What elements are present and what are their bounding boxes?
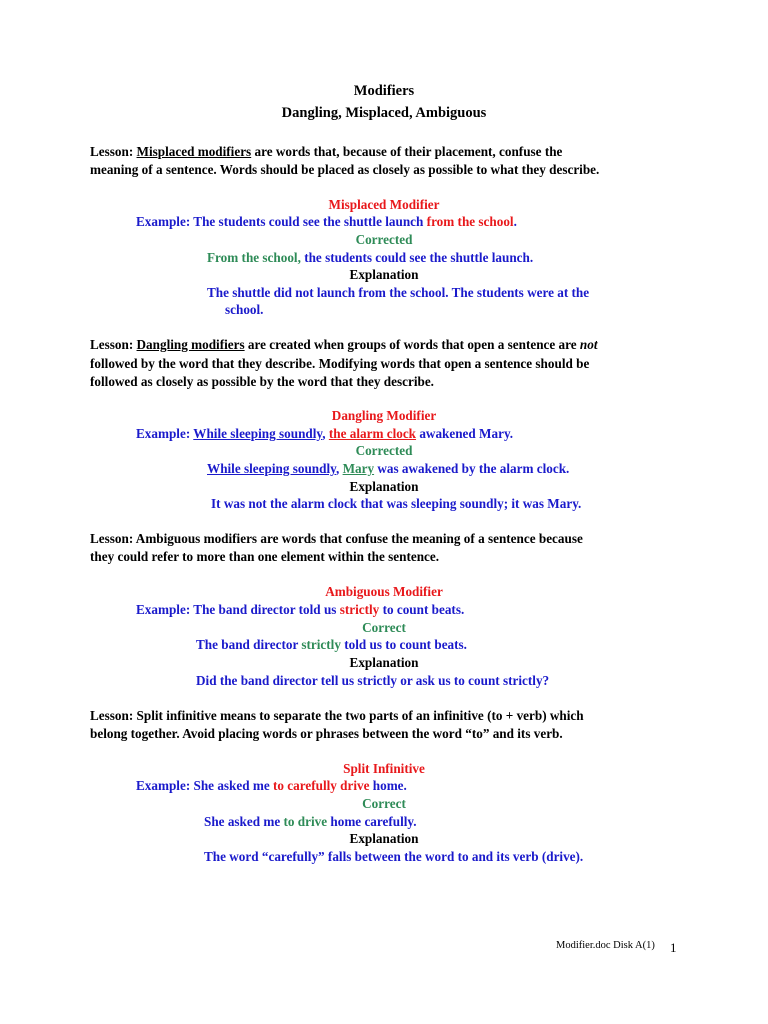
example-subject: the alarm clock — [328, 426, 417, 441]
example-pre: Example: She asked me — [136, 778, 274, 793]
correct-pre: The band director — [196, 637, 302, 652]
misplaced-term: Misplaced modifiers — [136, 144, 252, 159]
misplaced-corrected-sentence — [207, 250, 533, 266]
lesson-text: are created when groups of words that open a sentence are — [244, 337, 580, 352]
corrected-highlight: From the school, — [207, 250, 305, 265]
corrected-rest: was awakened by the alarm clock. — [374, 461, 570, 476]
example-label: Example: — [136, 426, 194, 441]
dangling-explanation-label: Explanation — [349, 479, 419, 494]
correct-post: told us to count beats. — [340, 637, 467, 652]
footer-file-label: Modifier.doc Disk A(1) — [556, 940, 655, 951]
misplaced-lesson-line1 — [90, 144, 562, 160]
example-highlight: from the school — [426, 214, 514, 229]
example-phrase: While sleeping soundly — [193, 426, 323, 441]
page-subtitle: Dangling, Misplaced, Ambiguous — [281, 105, 487, 121]
misplaced-explanation-line1: The shuttle did not launch from the school. The students were at the — [207, 285, 590, 300]
ambiguous-correct-label: Correct — [362, 620, 406, 635]
ambiguous-explanation-label: Explanation — [349, 655, 419, 670]
lesson-label: Lesson: — [90, 337, 137, 352]
ambiguous-correct-sentence — [196, 637, 467, 653]
lesson-italic: not — [579, 337, 598, 352]
dangling-heading: Dangling Modifier — [331, 408, 437, 423]
corrected-comma: , — [335, 461, 343, 476]
misplaced-corrected-label: Corrected — [355, 232, 413, 247]
misplaced-heading: Misplaced Modifier — [328, 197, 440, 212]
example-rest: awakened Mary. — [416, 426, 514, 441]
dangling-lesson-line2: followed by the word that they describe. Modifying words that open a sentence should be — [90, 356, 590, 371]
example-post: home. — [369, 778, 407, 793]
correct-post: home carefully. — [327, 814, 417, 829]
misplaced-explanation-label: Explanation — [349, 267, 419, 282]
ambiguous-explanation-text: Did the band director tell us strictly or ask us to count strictly? — [196, 673, 550, 688]
split-explanation-text: The word “carefully” falls between the word to and its verb (drive). — [204, 849, 584, 864]
lesson-text: are words that, because of their placement, confuse the — [251, 144, 563, 159]
ambiguous-lesson-line2: they could refer to more than one element within the sentence. — [90, 549, 440, 564]
split-lesson-line2: belong together. Avoid placing words or phrases between the word “to” and its verb. — [90, 726, 563, 741]
ambiguous-lesson-line1: Lesson: Ambiguous modifiers are words that confuse the meaning of a sentence because — [90, 531, 583, 546]
example-label: Example: — [136, 214, 194, 229]
page-title: Modifiers — [353, 83, 415, 99]
correct-highlight: to drive — [283, 814, 328, 829]
split-correct-label: Correct — [362, 796, 406, 811]
split-correct-sentence — [204, 814, 417, 830]
example-post: to count beats. — [379, 602, 465, 617]
dangling-lesson-line1 — [90, 337, 597, 353]
example-highlight: strictly — [339, 602, 380, 617]
page-number: 1 — [670, 940, 677, 955]
lesson-label: Lesson: — [90, 144, 137, 159]
split-heading: Split Infinitive — [343, 761, 425, 776]
corrected-text: the students could see the shuttle launch. — [304, 250, 534, 265]
example-comma: , — [322, 426, 329, 441]
misplaced-explanation-line2: school. — [225, 302, 264, 317]
example-text: The students could see the shuttle launch — [193, 214, 427, 229]
dangling-term: Dangling modifiers — [136, 337, 245, 352]
dangling-corrected-label: Corrected — [355, 443, 413, 458]
ambiguous-example — [136, 602, 464, 618]
misplaced-lesson-line2: meaning of a sentence. Words should be placed as closely as possible to what they describe. — [90, 162, 600, 177]
ambiguous-heading: Ambiguous Modifier — [325, 584, 443, 599]
dangling-example — [136, 426, 513, 442]
split-explanation-label: Explanation — [349, 831, 419, 846]
split-example — [136, 778, 407, 794]
correct-pre: She asked me — [204, 814, 284, 829]
misplaced-example — [136, 214, 517, 230]
dangling-corrected-sentence — [207, 461, 569, 477]
correct-highlight: strictly — [301, 637, 341, 652]
split-lesson-line1: Lesson: Split infinitive means to separate the two parts of an infinitive (to + verb) which — [90, 708, 584, 723]
corrected-subject: Mary — [342, 461, 375, 476]
dangling-explanation-text: It was not the alarm clock that was sleeping soundly; it was Mary. — [211, 496, 582, 511]
dangling-lesson-line3: followed as closely as possible by the word that they describe. — [90, 374, 434, 389]
example-end: . — [513, 214, 517, 229]
example-pre: Example: The band director told us — [136, 602, 340, 617]
example-highlight: to carefully drive — [273, 778, 370, 793]
corrected-phrase: While sleeping soundly — [207, 461, 336, 476]
